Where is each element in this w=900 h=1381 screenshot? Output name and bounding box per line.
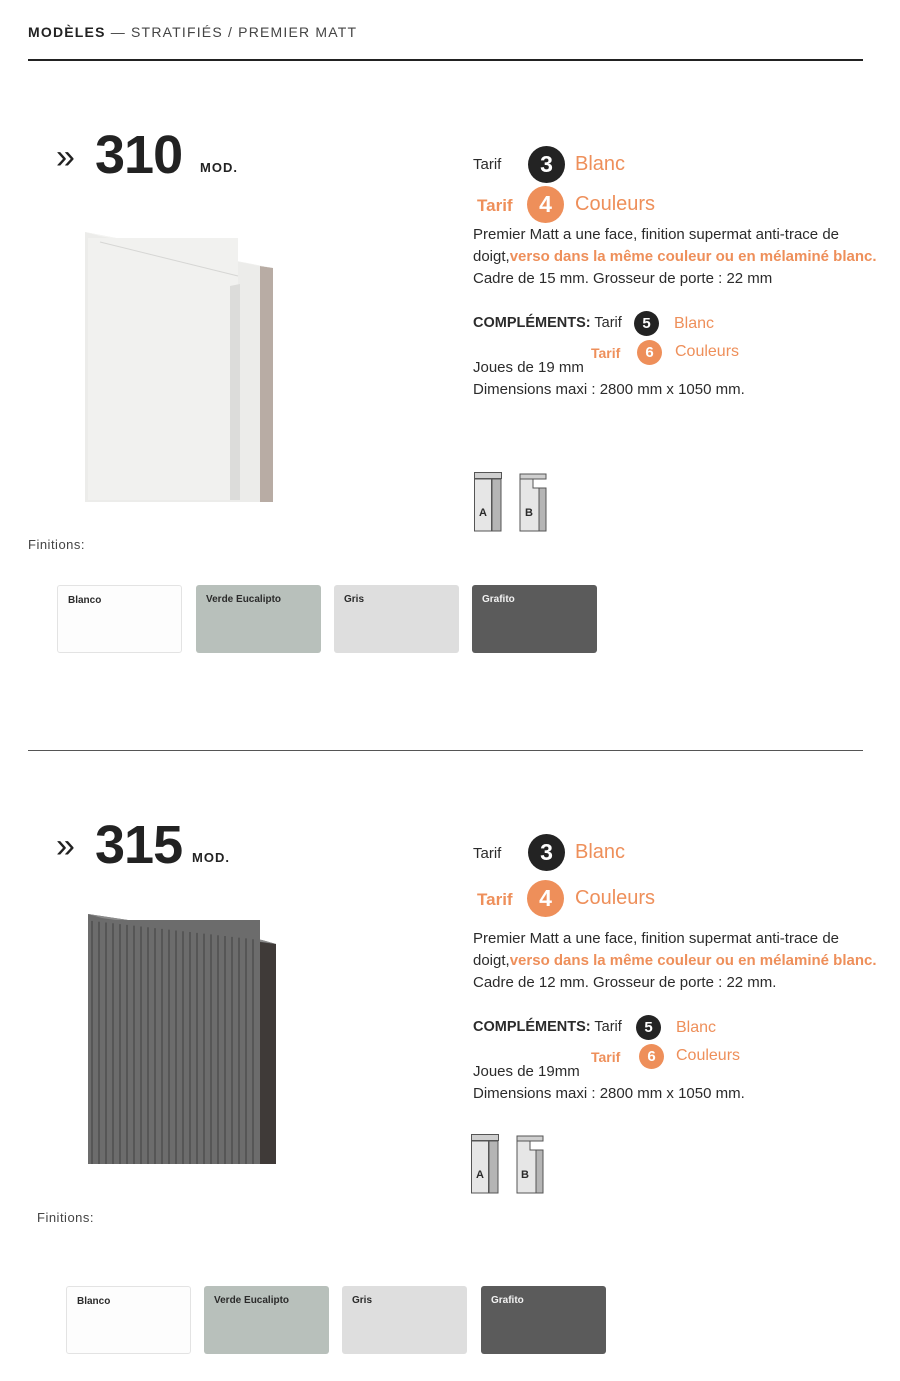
description-highlight: verso dans la même couleur ou en mélaminé blanc. [509,248,877,265]
complements-row [473,1019,622,1035]
model-label: MOD. [192,850,230,865]
tarif-white-colour: Blanc [575,153,626,175]
swatch-verde-eucalipto[interactable] [196,585,321,653]
tarif-5-badge: 5 [636,1015,661,1040]
swatch-grafito[interactable] [481,1286,606,1354]
swatch-verde-eucalipto[interactable] [204,1286,329,1354]
complements-white-colour: Blanc [674,315,715,332]
complements-tarif-label: Tarif [594,1019,622,1035]
description-text: doigt, [473,952,510,969]
complements-colours-colour: Couleurs [675,343,740,360]
header-divider [28,59,863,61]
joues-text: Joues de 19mm [473,1063,580,1080]
complements-label: COMPLÉMENTS: [473,315,591,331]
page-header [28,24,357,40]
model-number: 315 [95,815,183,875]
complements-tarif-colours-label: Tarif [591,345,621,361]
swatch-gris[interactable] [334,585,459,653]
description-line-2 [473,950,895,972]
complements-colours-colour: Couleurs [676,1047,741,1064]
tarif-colours-label: Tarif [477,196,513,215]
description-text: doigt, [473,248,510,265]
tarif-white-label: Tarif [473,845,502,862]
description-highlight: verso dans la même couleur ou en mélaminé blanc. [509,952,877,969]
model-number: 310 [95,125,183,185]
swatch-label: Verde Eucalipto [214,1295,290,1306]
profile-a-label: A [479,507,487,519]
profile-b-icon [516,1134,546,1194]
description-line-2 [473,246,893,268]
joues-text: Joues de 19 mm [473,359,584,376]
swatch-blanco[interactable] [66,1286,191,1354]
complements-row [473,315,622,331]
profile-b-label: B [525,507,533,519]
swatch-label: Blanco [68,595,102,606]
finitions-label: Finitions: [37,1210,95,1225]
swatch-gris[interactable] [342,1286,467,1354]
complements-tarif-colours-label: Tarif [591,1049,621,1065]
swatch-label: Blanco [77,1296,111,1307]
tarif-colours-colour: Couleurs [575,193,656,215]
tarif-4-badge: 4 [527,186,564,223]
double-chevron-icon: » [56,138,75,176]
header-section: MODÈLES [28,24,106,40]
swatch-grafito[interactable] [472,585,597,653]
complements-label: COMPLÉMENTS: [473,1019,591,1035]
tarif-5-badge: 5 [634,311,659,336]
model-description [473,928,895,994]
swatch-label: Verde Eucalipto [206,594,282,605]
profile-b-icon [519,472,549,532]
tarif-3-badge: 3 [528,834,565,871]
door-image-grooved [84,912,280,1168]
frame-text: Cadre de 15 mm. Grosseur de porte : 22 mm [473,270,773,287]
profile-a-icon [474,472,504,532]
finitions-label: Finitions: [28,537,86,552]
swatch-label: Grafito [482,594,515,605]
tarif-6-badge: 6 [637,340,662,365]
header-subsection: — STRATIFIÉS / PREMIER MATT [110,24,358,40]
profile-a-label: A [476,1169,484,1181]
description-line-1: Premier Matt a une face, finition supermat anti-trace de [473,226,840,243]
profile-b-label: B [521,1169,529,1181]
tarif-colours-label: Tarif [477,890,513,909]
swatch-blanco[interactable] [57,585,182,653]
profile-a-icon [471,1134,501,1194]
dimensions-text: Dimensions maxi : 2800 mm x 1050 mm. [473,381,745,398]
model-description [473,224,893,290]
tarif-6-badge: 6 [639,1044,664,1069]
model-label: MOD. [200,160,238,175]
section-divider [28,750,863,751]
tarif-3-badge: 3 [528,146,565,183]
door-image-white [80,228,280,506]
swatch-label: Grafito [491,1295,524,1306]
swatch-label: Gris [352,1295,373,1306]
tarif-colours-colour: Couleurs [575,887,656,909]
tarif-4-badge: 4 [527,880,564,917]
dimensions-text: Dimensions maxi : 2800 mm x 1050 mm. [473,1085,745,1102]
complements-tarif-label: Tarif [594,315,622,331]
description-line-1: Premier Matt a une face, finition supermat anti-trace de [473,930,840,947]
complements-white-colour: Blanc [676,1019,717,1036]
tarif-white-label: Tarif [473,156,502,173]
swatch-label: Gris [344,594,365,605]
tarif-white-colour: Blanc [575,841,626,863]
frame-text: Cadre de 12 mm. Grosseur de porte : 22 mm. [473,974,777,991]
double-chevron-icon: » [56,827,75,865]
